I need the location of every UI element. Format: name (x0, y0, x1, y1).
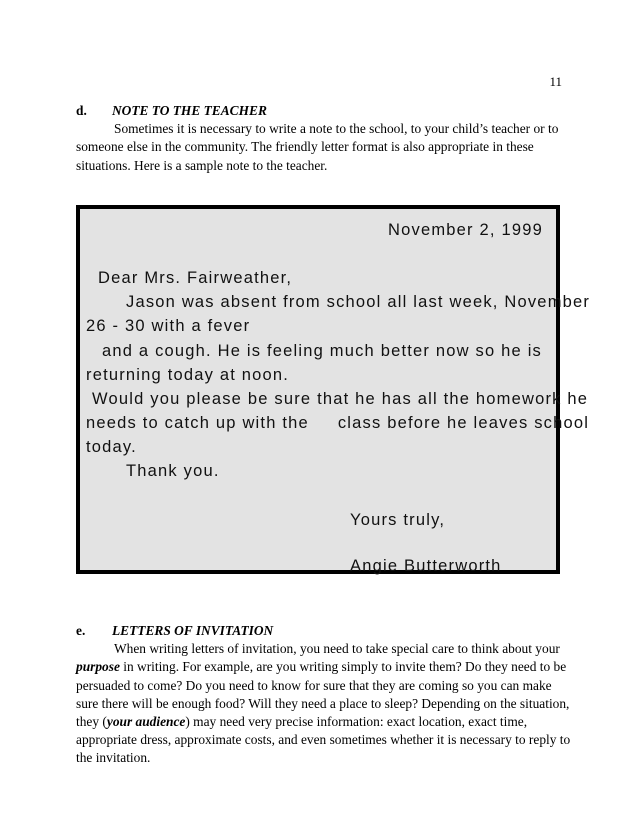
note-body-line: Would you please be sure that he has all the homework he (92, 390, 589, 408)
note-salutation: Dear Mrs. Fairweather, (98, 269, 293, 287)
section-letters-of-invitation (76, 622, 572, 768)
section-title: LETTERS OF INVITATION (112, 623, 274, 638)
paragraph-text: ) may need very precise information: exact location, exact time, appropriate dress, approximate costs, and even sometimes whether it is necessary to reply to the invitation. (76, 714, 571, 766)
note-date: November 2, 1999 (388, 221, 543, 239)
page-number: 11 (549, 74, 562, 89)
note-body-line: and a cough. He is feeling much better now so he is (102, 342, 543, 360)
note-body-line: returning today at noon. (86, 366, 290, 384)
section-heading (76, 622, 572, 640)
note-body-line: today. (86, 438, 137, 456)
note-closing: Yours truly, (350, 511, 446, 529)
note-body-line: 26 - 30 with a fever (86, 317, 251, 335)
paragraph-text: When writing letters of invitation, you need to take special care to think about your (114, 641, 560, 657)
section-letter: d. (76, 103, 87, 118)
sample-note-box (76, 205, 591, 575)
note-body-line: Thank you. (126, 462, 220, 480)
section-heading (76, 102, 572, 120)
section-paragraph: Sometimes it is necessary to write a note to the school, to your child’s teacher or to someone else in the community. The friendly letter format is also appropriate in these situations. Here is a sample note to the teacher. (76, 121, 559, 173)
section-letter: e. (76, 623, 86, 638)
section-note-to-teacher (76, 102, 572, 175)
paragraph-text: in writing. For example, are you writing simply to invite them? Do they need to be persuaded to come? Do you need to know for sure that they are coming so you can make sure there will be enough food? Will they need a place to sleep? Depending on the situation, they ( (76, 659, 570, 730)
emphasis-audience: your audience (106, 714, 186, 730)
section-title: NOTE TO THE TEACHER (112, 103, 267, 118)
note-body-line: needs to catch up with the class before he leaves school (86, 414, 590, 432)
section-paragraph (76, 640, 572, 767)
note-signature: Angie Butterworth (350, 557, 502, 575)
note-body-line: Jason was absent from school all last week, November (126, 293, 591, 311)
emphasis-purpose: purpose (76, 659, 120, 675)
